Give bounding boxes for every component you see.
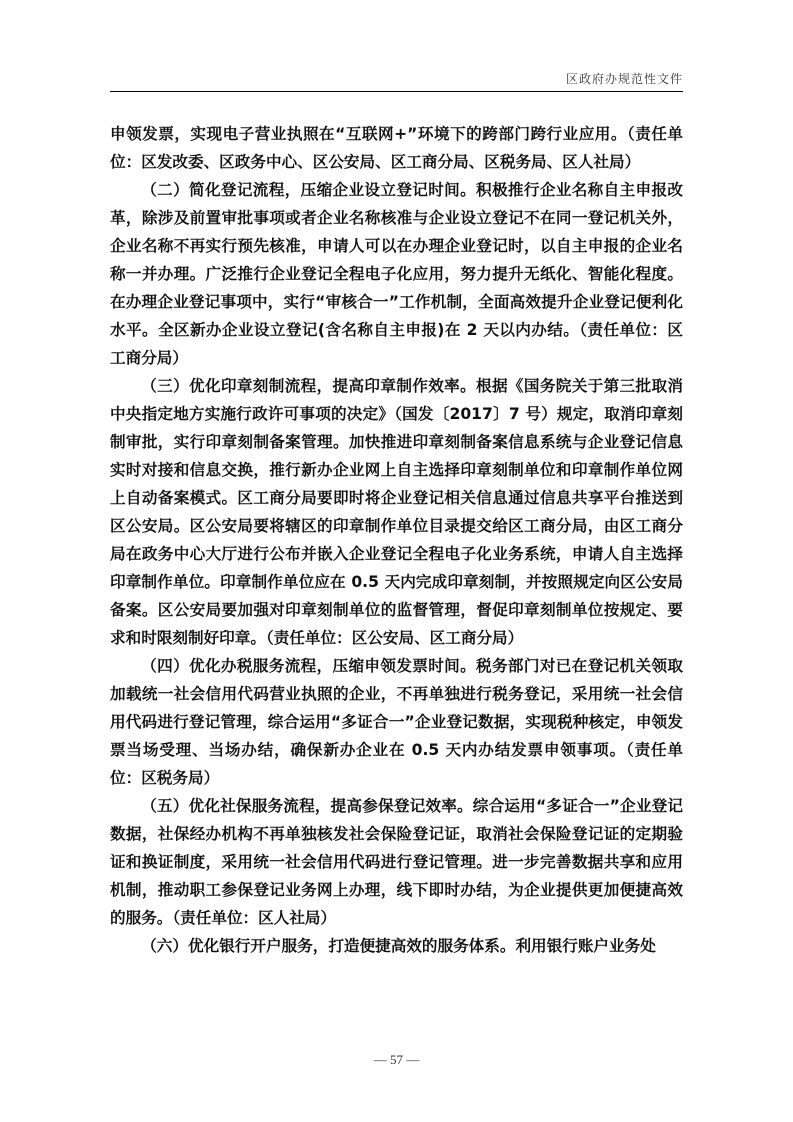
- paragraph-item-2: （二）简化登记流程，压缩企业设立登记时间。积极推行企业名称自主申报改革，除涉及前置审批事项或者企业名称核准与企业设立登记不在同一登记机关外，企业名称不再实行预先核准，申请人可以在办理企业登记时，以自主申报的企业名称一并办理。广泛推行企业登记全程电子化应用，努力提升无纸化、智能化程度。在办理企业登记事项中，实行“审核合一”工作机制，全面高效提升企业登记便利化水平。全区新办企业设立登记(含名称自主申报)在 2 天以内办结。（责任单位：区工商分局）: [110, 181, 683, 367]
- paragraph-item-6: （六）优化银行开户服务，打造便捷高效的服务体系。利用银行账户业务处: [141, 937, 656, 955]
- header-rule: [110, 91, 683, 92]
- paragraph-item-5: （五）优化社保服务流程，提高参保登记效率。综合运用“多证合一”企业登记数据，社保经办机构不再单独核发社会保险登记证，取消社会保险登记证的定期验证和换证制度，采用统一社会信用代码进行登记管理。进一步完善数据共享和应用机制，推动职工参保登记业务网上办理，线下即时办结，为企业提供更加便捷高效的服务。（责任单位：区人社局）: [110, 797, 683, 927]
- running-header: 区政府办规范性文件: [565, 72, 683, 86]
- paragraph-continuation: 申领发票，实现电子营业执照在“互联网+”环境下的跨部门跨行业应用。（责任单位：区发改委、区政务中心、区公安局、区工商分局、区税务局、区人社局）: [110, 125, 683, 171]
- body-text: [110, 120, 683, 960]
- paragraph-item-4: （四）优化办税服务流程，压缩申领发票时间。税务部门对已在登记机关领取加载统一社会信用代码营业执照的企业，不再单独进行税务登记，采用统一社会信用代码进行登记管理，综合运用“多证合一”企业登记数据，实现税种核定，申领发票当场受理、当场办结，确保新办企业在 0.5 天内办结发票申领事项。（责任单位：区税务局）: [110, 657, 683, 787]
- paragraph-item-3: （三）优化印章刻制流程，提高印章制作效率。根据《国务院关于第三批取消中央指定地方实施行政许可事项的决定》（国发〔2017〕7 号）规定，取消印章刻制审批，实行印章刻制备案管理。加快推进印章刻制备案信息系统与企业登记信息实时对接和信息交换，推行新办企业网上自主选择印章刻制单位和印章制作单位网上自动备案模式。区工商分局要即时将企业登记相关信息通过信息共享平台推送到区公安局。区公安局要将辖区的印章制作单位目录提交给区工商分局，由区工商分局在政务中心大厅进行公布并嵌入企业登记全程电子化业务系统，申请人自主选择印章制作单位。印章制作单位应在 0.5 天内完成印章刻制，并按照规定向区公安局备案。区公安局要加强对印章刻制单位的监督管理，督促印章刻制单位按规定、要求和时限刻制好印章。（责任单位：区公安局、区工商分局）: [110, 377, 683, 647]
- page-number: — 57 —: [373, 1052, 420, 1067]
